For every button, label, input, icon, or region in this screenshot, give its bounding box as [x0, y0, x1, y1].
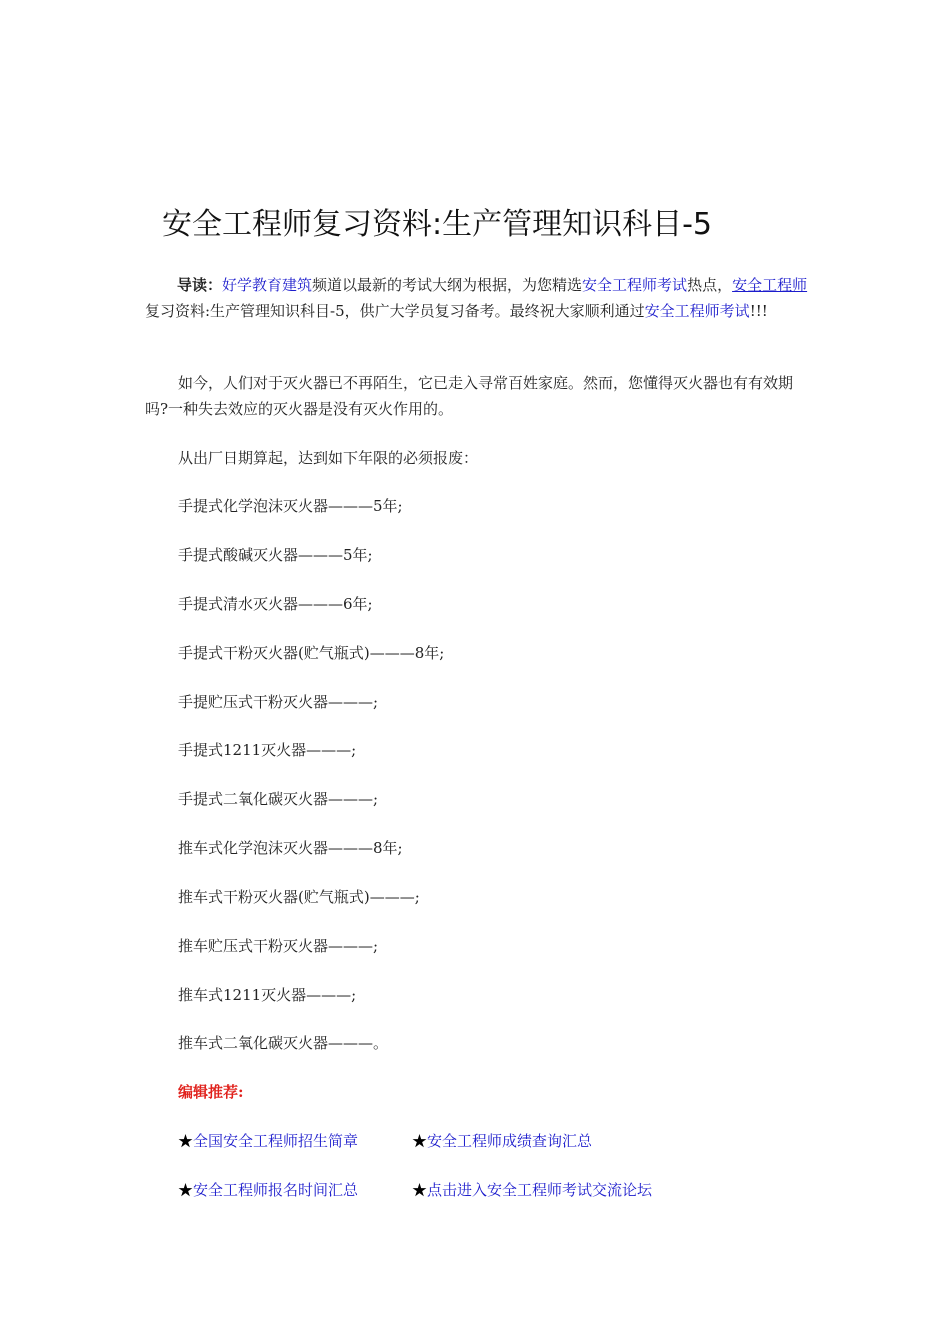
recommend-item — [178, 1129, 358, 1153]
star-icon: ★ — [412, 1132, 428, 1150]
recommend-link-scores[interactable]: 安全工程师成绩查询汇总 — [427, 1132, 593, 1150]
recommend-item — [178, 1178, 358, 1202]
intro-text-4: !!! — [749, 302, 768, 320]
site-link[interactable]: 好学教育建筑 — [222, 276, 313, 294]
list-item: 手提式清水灭火器———6年; — [178, 595, 373, 613]
recommend-label: 编辑推荐: — [178, 1083, 244, 1101]
page-title: 安全工程师复习资料:生产管理知识科目-5 — [162, 207, 713, 242]
list-item: 手提式酸碱灭火器———5年; — [178, 546, 373, 564]
paragraph-expiry: 如今，人们对于灭火器已不再陌生，它已走入寻常百姓家庭。然而，您懂得灭火器也有有效期吗?一种失去效应的灭火器是没有灭火作用的。 — [145, 374, 794, 418]
recommend-item — [412, 1129, 592, 1153]
intro-text-2: 热点， — [687, 276, 733, 294]
recommend-item — [412, 1178, 652, 1202]
list-item: 推车贮压式干粉灭火器———; — [178, 937, 379, 955]
list-item: 手提式二氧化碳灭火器———; — [178, 790, 379, 808]
engineer-link[interactable]: 安全工程师 — [732, 276, 808, 294]
list-item: 推车式二氧化碳灭火器———。 — [178, 1034, 389, 1052]
paragraph-scrap-rule: 从出厂日期算起，达到如下年限的必须报废： — [178, 449, 479, 467]
star-icon: ★ — [178, 1181, 194, 1199]
intro-lead: 导读： — [177, 276, 223, 294]
intro-paragraph — [145, 272, 813, 324]
recommend-link-forum[interactable]: 点击进入安全工程师考试交流论坛 — [427, 1181, 653, 1199]
exam-link-2[interactable]: 安全工程师考试 — [644, 302, 750, 320]
intro-text-1: 频道以最新的考试大纲为根据，为您精选 — [312, 276, 583, 294]
star-icon: ★ — [178, 1132, 194, 1150]
list-item: 推车式1211灭火器———; — [178, 986, 357, 1004]
exam-link-1[interactable]: 安全工程师考试 — [582, 276, 688, 294]
list-item: 手提式干粉灭火器(贮气瓶式)———8年; — [178, 644, 445, 662]
list-item: 手提式1211灭火器———; — [178, 741, 357, 759]
recommend-link-admissions[interactable]: 全国安全工程师招生简章 — [193, 1132, 359, 1150]
star-icon: ★ — [412, 1181, 428, 1199]
recommend-link-registration[interactable]: 安全工程师报名时间汇总 — [193, 1181, 359, 1199]
list-item: 推车式干粉灭火器(贮气瓶式)———; — [178, 888, 420, 906]
intro-text-3: 复习资料:生产管理知识科目-5，供广大学员复习备考。最终祝大家顺利通过 — [145, 302, 645, 320]
list-item: 手提式化学泡沫灭火器———5年; — [178, 497, 403, 515]
list-item: 手提贮压式干粉灭火器———; — [178, 693, 379, 711]
list-item: 推车式化学泡沫灭火器———8年; — [178, 839, 403, 857]
